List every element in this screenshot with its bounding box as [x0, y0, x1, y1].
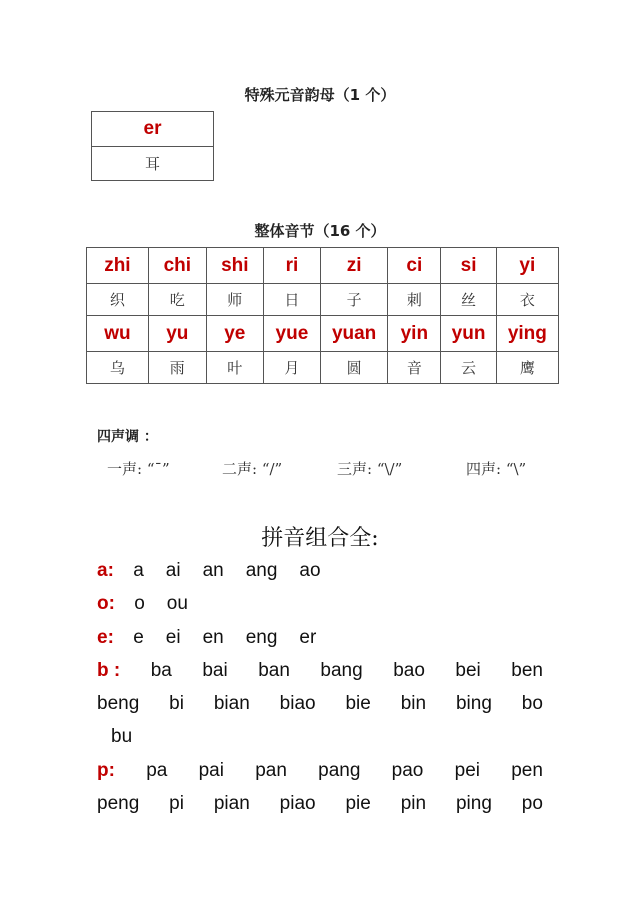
special-hanzi: 耳	[92, 147, 214, 181]
combo-line-o	[97, 593, 210, 615]
syllable: peng	[97, 793, 140, 814]
pinyin-row	[87, 248, 559, 284]
syllable: bian	[213, 693, 250, 714]
syllable: ba	[150, 660, 172, 681]
syllable-hanzi: 乌	[87, 352, 149, 384]
tone-first: 一声: “¯”	[107, 460, 170, 478]
combo-line-b3	[97, 726, 154, 748]
syllable: bin	[400, 693, 427, 714]
syllable-hanzi: 日	[263, 284, 320, 316]
syllable: piao	[279, 793, 316, 814]
syllable: bo	[521, 693, 543, 714]
syllable: bie	[345, 693, 371, 714]
combo-line-a	[97, 560, 343, 582]
syllable: pie	[345, 793, 371, 814]
syllable-hanzi: 雨	[148, 352, 206, 384]
syllable: ang	[245, 560, 278, 581]
syllable-hanzi: 圆	[321, 352, 388, 384]
syllable-hanzi: 织	[87, 284, 149, 316]
syllable: po	[521, 793, 543, 814]
syllable: ban	[258, 660, 290, 681]
syllable-hanzi: 子	[321, 284, 388, 316]
combo-label-e: e:	[97, 627, 114, 648]
syllable-hanzi: 云	[441, 352, 496, 384]
syllable: ou	[166, 593, 188, 614]
special-pinyin: er	[92, 112, 214, 147]
syllable: bang	[320, 660, 363, 681]
syllable: ben	[511, 660, 543, 681]
syllable-pinyin: ying	[496, 316, 558, 352]
syllable-pinyin: yi	[496, 248, 558, 284]
syllable: pai	[198, 760, 224, 781]
special-vowel-title: 特殊元音韵母（1 个）	[244, 86, 396, 104]
special-vowel-table	[91, 111, 214, 181]
hanzi-row	[87, 352, 559, 384]
syllable-pinyin: zi	[321, 248, 388, 284]
syllable-pinyin: yun	[441, 316, 496, 352]
tone-third: 三声: “\/”	[337, 460, 403, 478]
syllable: biao	[279, 693, 316, 714]
syllable: a	[133, 560, 144, 581]
syllable-hanzi: 刺	[388, 284, 441, 316]
syllable: pan	[255, 760, 287, 781]
syllable-hanzi: 丝	[441, 284, 496, 316]
combo-items-b3	[111, 726, 154, 747]
combo-line-e	[97, 627, 338, 649]
syllable: o	[134, 593, 145, 614]
combo-items-a	[133, 560, 342, 581]
syllable-hanzi: 音	[388, 352, 441, 384]
combo-label-a: a:	[97, 560, 114, 581]
syllable: pang	[318, 760, 361, 781]
combo-label-o: o:	[97, 593, 115, 614]
combo-line-b1	[97, 660, 543, 682]
syllable-hanzi: 月	[263, 352, 320, 384]
syllable-pinyin: chi	[148, 248, 206, 284]
syllable-pinyin: yuan	[321, 316, 388, 352]
whole-syllables-title: 整体音节（16 个）	[254, 222, 386, 240]
syllable: ao	[299, 560, 321, 581]
syllable: ping	[455, 793, 492, 814]
syllable-pinyin: yin	[388, 316, 441, 352]
whole-syllables-body	[87, 248, 559, 384]
syllable: bing	[455, 693, 492, 714]
syllable-hanzi: 吃	[148, 284, 206, 316]
syllable-hanzi: 鹰	[496, 352, 558, 384]
syllable-pinyin: yue	[263, 316, 320, 352]
syllable: beng	[97, 693, 140, 714]
syllable: pian	[213, 793, 250, 814]
syllable: pei	[454, 760, 480, 781]
combo-items-e	[133, 627, 338, 648]
syllable: an	[202, 560, 224, 581]
syllable: bei	[455, 660, 481, 681]
syllable-pinyin: si	[441, 248, 496, 284]
tone-fourth: 四声: “\”	[466, 460, 527, 478]
combo-line-b2	[97, 693, 543, 715]
hanzi-row	[87, 284, 559, 316]
syllable-pinyin: wu	[87, 316, 149, 352]
syllable-pinyin: yu	[148, 316, 206, 352]
syllable-hanzi: 衣	[496, 284, 558, 316]
syllable: en	[202, 627, 224, 648]
syllable-pinyin: ri	[263, 248, 320, 284]
syllable: pa	[146, 760, 168, 781]
syllable-pinyin: ye	[206, 316, 263, 352]
syllable-pinyin: shi	[206, 248, 263, 284]
combo-line-p2	[97, 793, 543, 815]
syllable: ai	[165, 560, 181, 581]
syllable: bi	[169, 693, 184, 714]
pinyin-row	[87, 316, 559, 352]
combo-items-o	[134, 593, 210, 614]
syllable: pao	[391, 760, 424, 781]
syllable: pi	[169, 793, 184, 814]
syllable: e	[133, 627, 144, 648]
combo-label-p: p:	[97, 760, 115, 781]
combo-label-b: b :	[97, 660, 121, 681]
syllable: bao	[393, 660, 425, 681]
tones-title: 四声调 ：	[97, 429, 158, 445]
tone-second: 二声: “/”	[222, 460, 283, 478]
combos-title: 拼音组合全:	[261, 526, 379, 551]
syllable-hanzi: 师	[206, 284, 263, 316]
syllable: pen	[511, 760, 543, 781]
syllable-hanzi: 叶	[206, 352, 263, 384]
combo-line-p1	[97, 760, 543, 782]
syllable-pinyin: ci	[388, 248, 441, 284]
syllable: er	[299, 627, 317, 648]
syllable: bu	[111, 726, 133, 747]
whole-syllables-table	[86, 247, 559, 384]
syllable: pin	[400, 793, 427, 814]
syllable: bai	[202, 660, 228, 681]
syllable: eng	[245, 627, 278, 648]
syllable-pinyin: zhi	[87, 248, 149, 284]
syllable: ei	[165, 627, 181, 648]
